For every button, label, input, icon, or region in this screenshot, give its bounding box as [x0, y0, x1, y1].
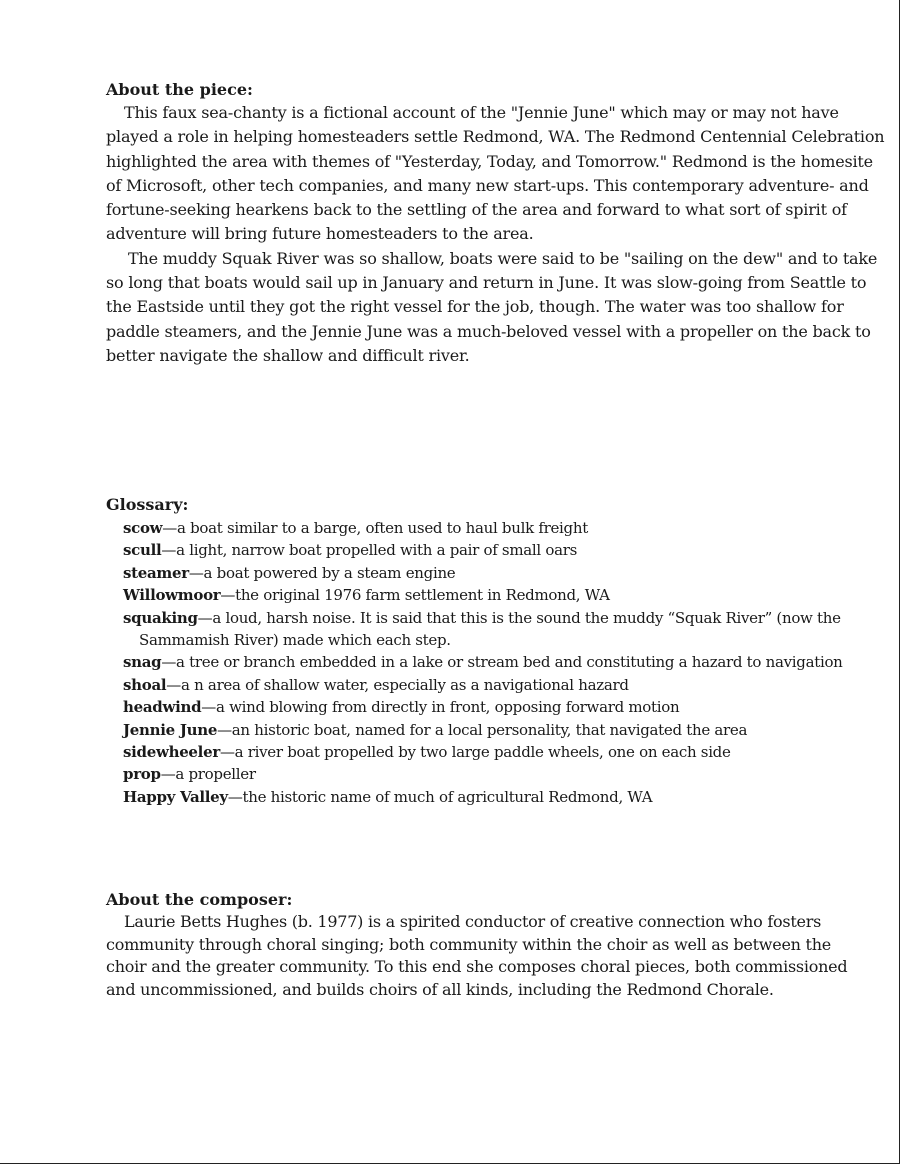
- glossary-definition: —a loud, harsh noise. It is said that this is the sound the muddy “Squak River” (now the Sammamish River) made which each step.: [139, 608, 841, 650]
- glossary-definition: —a wind blowing from directly in front, opposing forward motion: [201, 698, 680, 717]
- glossary-definition: —a n area of shallow water, especially as a navigational hazard: [166, 675, 629, 694]
- glossary-section: [106, 494, 866, 808]
- glossary-entry: [123, 741, 866, 763]
- about-piece-heading: About the piece:: [106, 80, 253, 99]
- glossary-definition: —a river boat propelled by two large paddle wheels, one on each side: [219, 743, 731, 762]
- glossary-definition: —a light, narrow boat propelled with a pair of small oars: [161, 541, 578, 560]
- glossary-definition: —a tree or branch embedded in a lake or stream bed and constituting a hazard to navigation: [161, 653, 843, 672]
- about-composer-heading: About the composer:: [106, 890, 293, 909]
- glossary-term: shoal: [123, 675, 167, 694]
- glossary-term: scull: [123, 541, 162, 560]
- glossary-entry: [123, 584, 866, 606]
- glossary-entry: [123, 763, 866, 785]
- glossary-list: [106, 517, 866, 808]
- glossary-entry: [123, 674, 866, 696]
- glossary-entry: [123, 607, 866, 652]
- glossary-term: sidewheeler: [123, 743, 220, 762]
- glossary-entry: [123, 719, 866, 741]
- glossary-definition: —an historic boat, named for a local personality, that navigated the area: [217, 720, 748, 739]
- glossary-heading: Glossary:: [106, 495, 189, 514]
- glossary-definition: —the original 1976 farm settlement in Redmond, WA: [220, 586, 610, 605]
- about-composer-section: [106, 889, 866, 1001]
- glossary-entry: [123, 786, 866, 808]
- glossary-term: headwind: [123, 698, 202, 717]
- about-piece-section: [106, 79, 886, 368]
- glossary-definition: —a propeller: [160, 765, 256, 784]
- glossary-term: steamer: [123, 563, 189, 582]
- glossary-term: Jennie June: [123, 720, 218, 739]
- about-piece-paragraph: The muddy Squak River was so shallow, boats were said to be "sailing on the dew" and to take so long that boats would sail up in January and return in June. It was slow-going from Seattle to the Eastside until they got the right vessel for the job, though. The water was too shallow for paddle steamers, and the Jennie June was a much-beloved vessel with a propeller on the back to better navigate the shallow and difficult river.: [106, 248, 878, 365]
- glossary-definition: —a boat similar to a barge, often used to haul bulk freight: [162, 519, 588, 537]
- glossary-term: snag: [123, 653, 162, 672]
- glossary-entry: [123, 539, 866, 561]
- glossary-term: Willowmoor: [123, 586, 221, 605]
- glossary-definition: —a boat powered by a steam engine: [188, 563, 456, 582]
- about-piece-paragraph: This faux sea-chanty is a fictional account of the "Jennie June" which may or may not have played a role in helping homesteaders settle Redmond, WA. The Redmond Centennial Celebration highlighted the area with themes of "Yesterday, Today, and Tomorrow." Redmond is the homesite of Microsoft, other tech companies, and many new start-ups. This contemporary adventure- and fortune-seeking hearkens back to the settling of the area and forward to what sort of spirit of adventure will bring future homesteaders to the area.: [106, 103, 885, 244]
- glossary-term: squaking: [123, 608, 198, 627]
- glossary-entry: [123, 651, 866, 673]
- glossary-term: Happy Valley: [123, 787, 228, 806]
- glossary-entry: [123, 696, 866, 718]
- glossary-entry: [123, 517, 866, 539]
- glossary-definition: —the historic name of much of agricultural Redmond, WA: [227, 787, 653, 806]
- about-composer-paragraph: Laurie Betts Hughes (b. 1977) is a spirited conductor of creative connection who fosters community through choral singing; both community within the choir as well as between the choir and the greater community. To this end she composes choral pieces, both commissioned and uncommissioned, and builds choirs of all kinds, including the Redmond Chorale.: [106, 912, 848, 999]
- glossary-term: scow: [123, 519, 163, 537]
- glossary-term: prop: [123, 765, 161, 784]
- glossary-entry: [123, 562, 866, 584]
